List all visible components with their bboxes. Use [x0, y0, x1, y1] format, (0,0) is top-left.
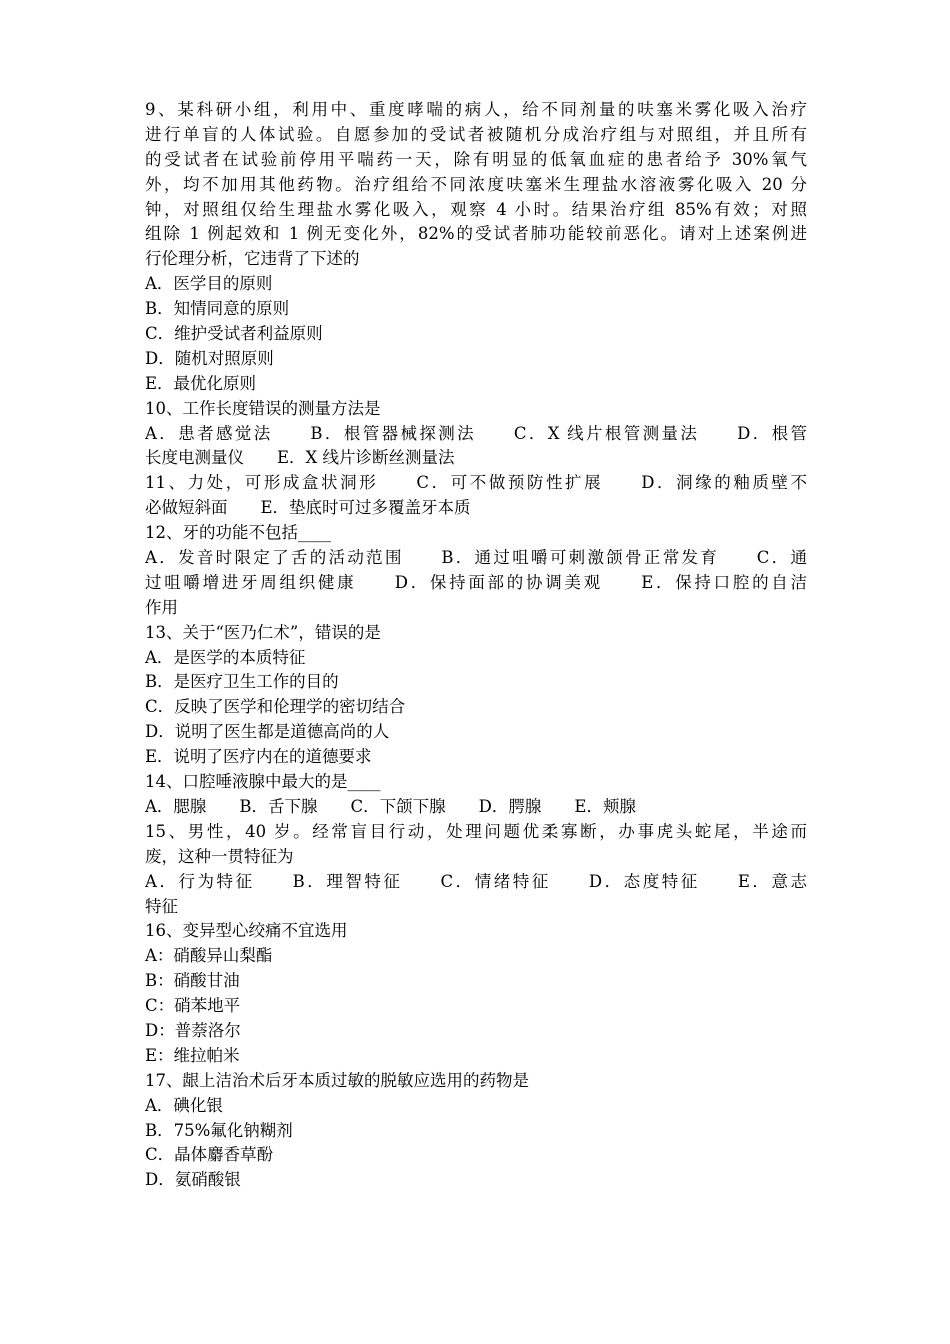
answer-option: E：维拉帕米 — [145, 1045, 240, 1065]
question-title: 15、男性，40 岁。经常盲目行动，处理问题优柔寡断，办事虎头蛇尾，半途而 — [145, 821, 807, 841]
answer-options-line: 长度电测量仪 E．X 线片诊断丝测量法 — [145, 448, 455, 468]
text-line: 进行单盲的人体试验。自愿参加的受试者被随机分成治疗组与对照组，并且所有 — [145, 124, 807, 144]
question-title: 13、关于“医乃仁术”，错误的是 — [145, 622, 381, 642]
document-body — [145, 98, 807, 1193]
question-title: 废，这种一贯特征为 — [145, 846, 294, 866]
answer-option: D．说明了医生都是道德高尚的人 — [145, 722, 390, 742]
answer-option: C．反映了医学和伦理学的密切结合 — [145, 697, 406, 717]
answer-option: A．是医学的本质特征 — [145, 647, 306, 667]
answer-options-line: 必做短斜面 E．垫底时可过多覆盖牙本质 — [145, 498, 471, 518]
question-title: 14、口腔唾液腺中最大的是____ — [145, 772, 381, 792]
text-line: 组除 1 例起效和 1 例无变化外，82%的受试者肺功能较前恶化。请对上述案例进 — [145, 224, 807, 244]
answer-option: E．最优化原则 — [145, 373, 257, 393]
text-line: 行伦理分析，它违背了下述的 — [145, 249, 360, 269]
answer-option: A．医学目的原则 — [145, 274, 273, 294]
answer-option: B．是医疗卫生工作的目的 — [145, 672, 339, 692]
answer-option: D．氨硝酸银 — [145, 1170, 241, 1190]
text-line: 的受试者在试验前停用平喘药一天，除有明显的低氧血症的患者给予 30%氧气 — [145, 149, 807, 169]
answer-option: A：硝酸异山梨酯 — [145, 946, 273, 966]
answer-option: B．知情同意的原则 — [145, 299, 290, 319]
answer-option: D．随机对照原则 — [145, 348, 274, 368]
answer-option: C：硝苯地平 — [145, 996, 241, 1016]
answer-option: B：硝酸甘油 — [145, 971, 240, 991]
question-title: 17、龈上洁治术后牙本质过敏的脱敏应选用的药物是 — [145, 1070, 529, 1090]
answer-options-line: 特征 — [145, 896, 178, 916]
answer-option: C．晶体麝香草酚 — [145, 1145, 274, 1165]
text-line: 钟，对照组仅给生理盐水雾化吸入，观察 4 小时。结果治疗组 85%有效；对照 — [145, 199, 807, 219]
question-title: 12、牙的功能不包括____ — [145, 523, 331, 543]
answer-option: B．75%氟化钠糊剂 — [145, 1120, 293, 1140]
text-line: 9、某科研小组，利用中、重度哮喘的病人，给不同剂量的呋塞米雾化吸入治疗 — [145, 100, 807, 119]
answer-options-line: A．患者感觉法 B．根管器械探测法 C．X 线片根管测量法 D．根管 — [145, 423, 807, 443]
answer-options-line: 过咀嚼增进牙周组织健康 D．保持面部的协调美观 E．保持口腔的自洁 — [145, 572, 807, 592]
answer-option: D：普萘洛尔 — [145, 1020, 241, 1040]
question-title: 10、工作长度错误的测量方法是 — [145, 398, 381, 418]
question-title: 16、变异型心绞痛不宜选用 — [145, 921, 348, 941]
answer-option: C．维护受试者利益原则 — [145, 324, 323, 344]
question-title: 11、力处，可形成盒状洞形 C．可不做预防性扩展 D．洞缘的釉质壁不 — [145, 473, 807, 493]
answer-options-line: A．发音时限定了舌的活动范围 B．通过咀嚼可刺激颌骨正常发育 C．通 — [145, 548, 807, 568]
answer-options-line: A．行为特征 B．理智特征 C．情绪特征 D．态度特征 E．意志 — [145, 871, 807, 891]
answer-options-line: 作用 — [145, 597, 178, 617]
answer-option: E．说明了医疗内在的道德要求 — [145, 747, 372, 767]
text-line: 外，均不加用其他药物。治疗组给不同浓度呋塞米生理盐水溶液雾化吸入 20 分 — [145, 174, 807, 194]
answer-options-line: A．腮腺 B．舌下腺 C．下颌下腺 D．腭腺 E．颊腺 — [145, 796, 636, 816]
answer-option: A．碘化银 — [145, 1095, 223, 1115]
